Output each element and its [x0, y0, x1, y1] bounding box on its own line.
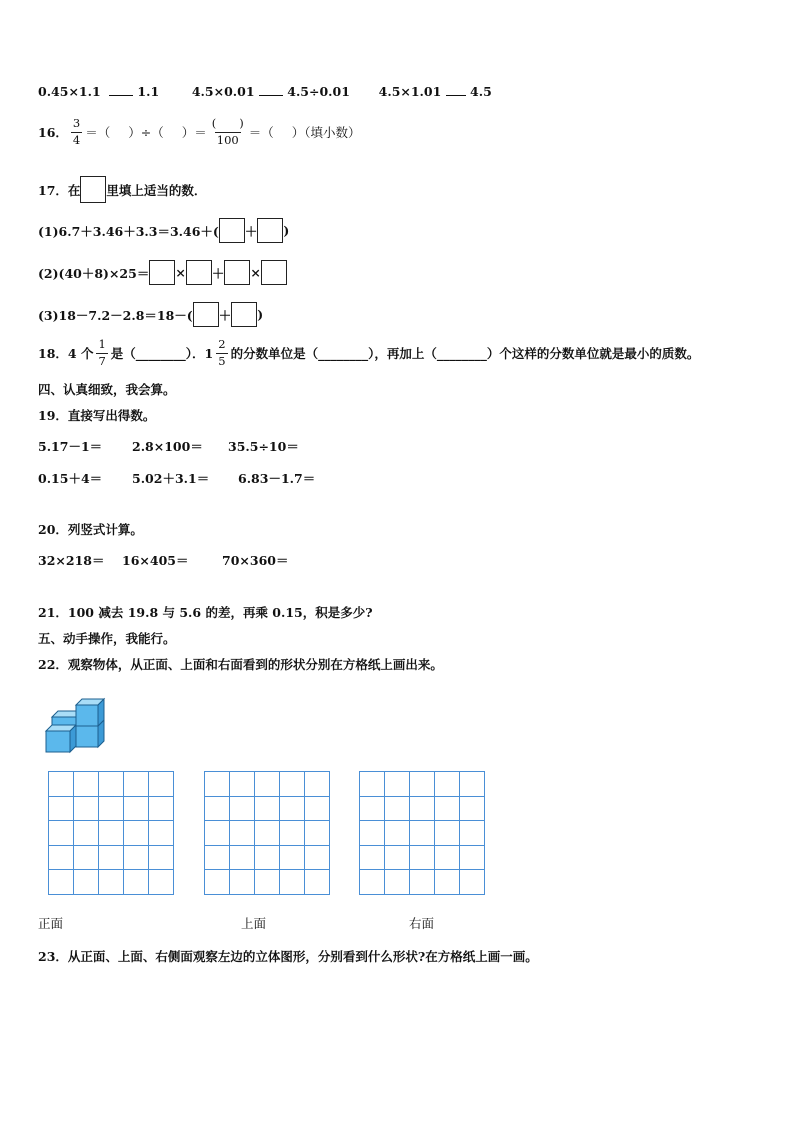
q17-p1-text: (1)6.7＋3.46＋3.3＝3.46＋(	[38, 223, 219, 239]
q16-eq2: ）＝	[181, 125, 207, 140]
compare-c: 4.5×1.01	[378, 84, 442, 99]
q20-item: 16×405＝	[122, 553, 189, 568]
section-5-heading: 五、动手操作，我能行。	[38, 631, 176, 646]
q19-row-1	[38, 437, 299, 455]
label-front: 正面	[38, 916, 64, 931]
grid-front[interactable]	[48, 771, 174, 895]
q16-frac-numerator: 3	[72, 116, 81, 130]
q17-p2-op1: ×	[175, 265, 186, 280]
q19-item: 5.02＋3.1＝	[132, 471, 210, 486]
q19-title: 19．直接写出得数。	[38, 408, 156, 423]
q18-f1-numerator: 1	[98, 337, 106, 351]
q16-fraction-2	[210, 118, 246, 146]
q17-part-3	[38, 302, 263, 327]
q17-p2-box-4[interactable]	[261, 260, 287, 285]
q17-p2-op3: ×	[250, 265, 261, 280]
q17-p3-box-2[interactable]	[231, 302, 257, 327]
cube-stack-figure	[44, 692, 108, 756]
compare-b: 4.5×0.01	[191, 84, 255, 99]
q16-fraction	[71, 118, 82, 146]
q17-p2-box-1[interactable]	[149, 260, 175, 285]
q15-compare-line	[38, 84, 492, 99]
blank-a[interactable]	[109, 95, 133, 96]
q16-frac2-numerator[interactable]: ( )	[211, 116, 244, 130]
q17-number: 17．	[38, 182, 68, 198]
q17-p1-box-2[interactable]	[257, 218, 283, 243]
q17-p3-box-1[interactable]	[193, 302, 219, 327]
q19-item: 35.5÷10＝	[228, 439, 299, 454]
q17-pre: 在	[67, 182, 81, 198]
label-top: 上面	[241, 916, 267, 931]
q16-number: 16．	[38, 125, 68, 140]
q18-t2: 是（________）．1	[110, 346, 214, 361]
q17-p2-box-2[interactable]	[186, 260, 212, 285]
compare-c-rhs: 4.5	[470, 84, 492, 99]
q18-f2-numerator: 2	[218, 337, 226, 351]
section-4-heading: 四、认真细致，我会算。	[38, 382, 176, 397]
q18-f2-denominator: 5	[218, 353, 226, 368]
blank-b[interactable]	[259, 95, 283, 96]
q19-item: 0.15＋4＝	[38, 471, 103, 486]
q16-div: ）÷（	[128, 125, 164, 140]
grid-right[interactable]	[359, 771, 485, 895]
q18-number: 18．	[38, 346, 68, 361]
q17-p3-end: )	[257, 307, 264, 322]
compare-b-rhs: 4.5÷0.01	[287, 84, 350, 99]
q17-part-2	[38, 260, 287, 285]
q19-row-2	[38, 469, 315, 487]
q16-frac2-denominator: 100	[216, 132, 239, 147]
q17-p3-text: (3)18－7.2－2.8＝18－(	[38, 307, 193, 323]
q19-item: 2.8×100＝	[132, 439, 203, 454]
q17-p2-op2: ＋	[211, 265, 225, 281]
q16-tail: ）（填小数）	[291, 125, 361, 140]
q17-p1-box-1[interactable]	[219, 218, 245, 243]
q17-p1-end: )	[283, 223, 290, 238]
q17-p1-op: ＋	[244, 223, 258, 239]
q18-fraction-2	[216, 339, 227, 367]
q19-item: 6.83－1.7＝	[238, 471, 316, 486]
sample-box	[80, 176, 106, 203]
q18-f1-denominator: 7	[98, 353, 106, 368]
label-right: 右面	[409, 916, 435, 931]
question-21: 21．100 减去 19.8 与 5.6 的差，再乘 0.15，积是多少?	[38, 605, 373, 620]
grid-top[interactable]	[204, 771, 330, 895]
q20-title: 20．列竖式计算。	[38, 522, 143, 537]
q17-p2-box-3[interactable]	[224, 260, 250, 285]
q20-row	[38, 551, 288, 569]
q17-p3-op: ＋	[218, 307, 232, 323]
question-23: 23．从正面、上面、右侧面观察左边的立体图形，分别看到什么形状?在方格纸上画一画。	[38, 949, 538, 964]
question-18	[38, 339, 699, 367]
q16-eq1: ＝（	[85, 125, 111, 140]
q18-t3: 的分数单位是（________），再加上（________）个这样的分数单位就是最小的质数。	[230, 346, 700, 361]
q18-t1: 4 个	[67, 346, 94, 361]
cube-bottom-left	[46, 725, 76, 752]
q18-fraction-1	[96, 339, 107, 367]
q17-post: 里填上适当的数．	[106, 182, 207, 198]
compare-a-rhs: 1.1	[137, 84, 160, 99]
q17-part-1	[38, 218, 289, 243]
q16-eq3: ＝（	[248, 125, 274, 140]
q20-item: 32×218＝	[38, 553, 105, 568]
compare-a: 0.45×1.1	[38, 84, 101, 99]
question-22: 22．观察物体，从正面、上面和右面看到的形状分别在方格纸上画出来。	[38, 657, 443, 672]
blank-c[interactable]	[446, 95, 466, 96]
q16-frac-denominator: 4	[72, 132, 81, 147]
q20-item: 70×360＝	[222, 553, 289, 568]
question-17	[38, 176, 206, 203]
question-16	[38, 118, 361, 146]
cube-top	[76, 699, 104, 726]
q17-p2-text: (2)(40＋8)×25＝	[38, 265, 150, 281]
q19-item: 5.17－1＝	[38, 439, 103, 454]
